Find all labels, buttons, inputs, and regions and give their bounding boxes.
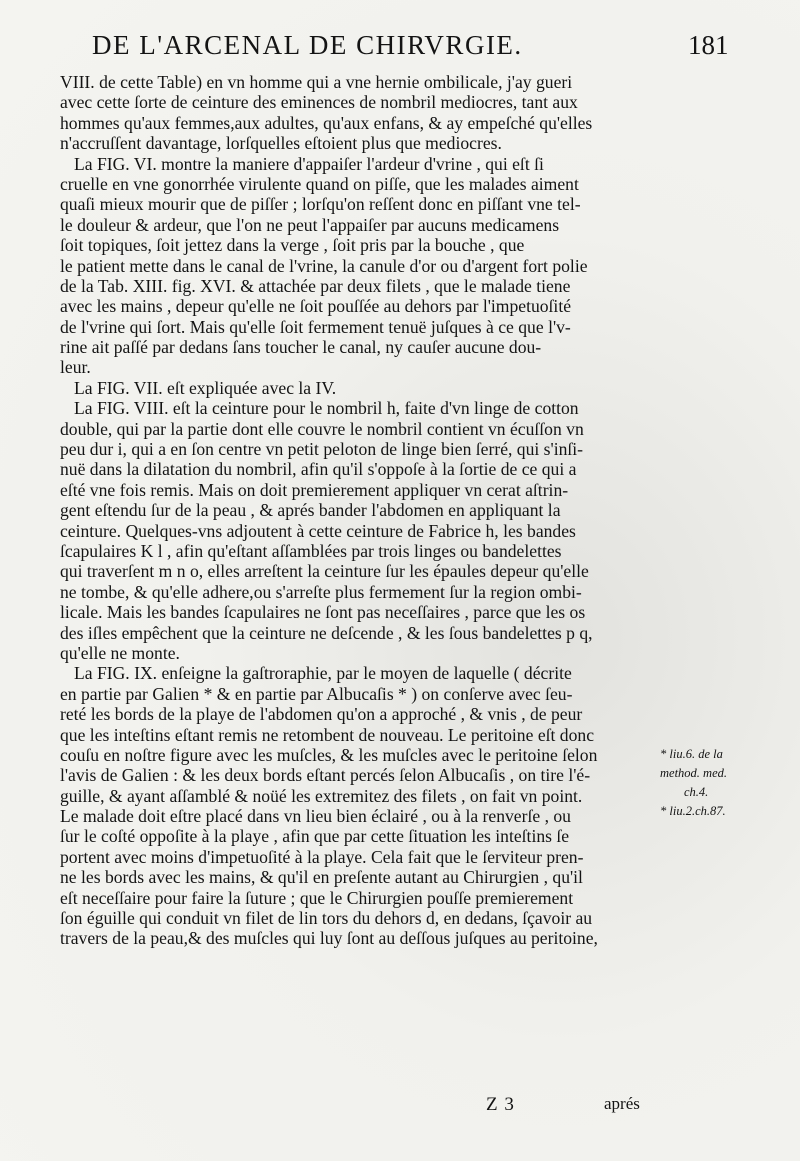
text-line: l'avis de Galien : & les deux bords eſtant percés ſelon Albucaſis , on tire l'é-	[60, 765, 591, 786]
text-line: le patient mette dans le canal de l'vrine, la canule d'or ou d'argent fort polie	[60, 255, 588, 276]
text-line: La FIG. IX. enſeigne la gaſtroraphie, par le moyen de laquelle ( décrite	[74, 663, 572, 684]
text-line: La FIG. VI. montre la maniere d'appaiſer l'ardeur d'vrine , qui eſt ſi	[74, 153, 544, 174]
text-line: nuë dans la dilatation du nombril, afin qu'il s'oppoſe à la ſortie de ce qui a	[60, 459, 577, 480]
text-line: qu'elle ne monte.	[60, 642, 180, 663]
text-line: hommes qu'aux femmes,aux adultes, qu'aux enfans, & ay empeſché qu'elles	[60, 112, 593, 133]
text-line: guille, & ayant aſſamblé & noüé les extremitez des filets , on fait vn point.	[60, 785, 583, 806]
text-line: ſon éguille qui conduit vn filet de lin tors du dehors d, en dedans, ſçavoir au	[60, 908, 593, 929]
text-line: travers de la peau,& des muſcles qui luy ſont au deſſous juſques au peritoine,	[60, 928, 598, 949]
text-line: que les inteſtins eſtant remis ne retombent de nouveau. Le peritoine eſt donc	[60, 724, 594, 745]
signature-mark: Z 3	[486, 1094, 515, 1115]
text-line: en partie par Galien * & en partie par Albucaſis * ) on conſerve avec ſeu-	[60, 683, 573, 704]
text-line: de l'vrine qui ſort. Mais qu'elle ſoit fermement tenuë juſques à ce que l'v-	[60, 316, 571, 337]
margin-note: * liu.6. de la	[660, 747, 723, 761]
text-line: gent eſtendu ſur de la peau , & aprés bander l'abdomen en appliquant la	[60, 500, 561, 521]
text-line: La FIG. VIII. eſt la ceinture pour le nombril h, faite d'vn linge de cotton	[74, 398, 579, 419]
text-line: n'accruſſent davantage, lorſquelles eſtoient plus que mediocres.	[60, 133, 502, 154]
text-line: avec cette ſorte de ceinture des eminences de nombril mediocres, tant aux	[60, 92, 578, 113]
text-line: La FIG. VII. eſt expliquée avec la IV.	[74, 377, 337, 398]
running-head: DE L'ARCENAL DE CHIRVRGIE.	[92, 30, 523, 60]
text-line: VIII. de cette Table) en vn homme qui a vne hernie ombilicale, j'ay gueri	[60, 72, 573, 92]
page-number: 181	[688, 30, 729, 60]
text-line: Le malade doit eſtre placé dans vn lieu bien éclairé , ou à la renverſe , ou	[60, 806, 571, 827]
text-line: peu dur i, qui a en ſon centre vn petit peloton de linge bien ſerré, qui s'inſi-	[60, 439, 584, 460]
text-line: des iſles empêchent que la ceinture ne deſcende , & les ſous bandelettes p q,	[60, 622, 593, 643]
text-line: couſu en noſtre figure avec les muſcles, & les muſcles avec le peritoine ſelon	[60, 744, 598, 765]
text-line: double, qui par la partie dont elle couvre le nombril contient vn écuſſon vn	[60, 418, 584, 439]
catchword: aprés	[604, 1094, 640, 1113]
text-line: qui traverſent m n o, elles arreſtent la ceinture ſur les épaules depeur qu'elle	[60, 561, 589, 582]
text-line: de la Tab. XIII. fig. XVI. & attachée par deux filets , que le malade tiene	[60, 275, 571, 296]
margin-note: method. med.	[660, 766, 727, 780]
text-line: avec les mains , depeur qu'elle ne ſoit pouſſée au dehors par l'impetuoſité	[60, 296, 572, 317]
text-line: eſté vne fois remis. Mais on doit premierement appliquer vn cerat aſtrin-	[60, 479, 569, 500]
text-line: eſt neceſſaire pour faire la ſuture ; que le Chirurgien pouſſe premierement	[60, 887, 574, 908]
text-line: ceinture. Quelques-vns adjoutent à cette ceinture de Fabrice h, les bandes	[60, 520, 576, 541]
margin-notes	[660, 745, 795, 821]
text-line: reté les bords de la playe de l'abdomen qu'on a approché , & vnis , de peur	[60, 704, 583, 725]
text-line: ſur le coſté oppoſite à la playe , afin que par cette ſituation les inteſtins ſe	[60, 826, 570, 847]
text-line: licale. Mais les bandes ſcapulaires ne ſont pas neceſſaires , parce que les os	[60, 602, 586, 623]
text-line: ſoit topiques, ſoit jettez dans la verge , ſoit pris par la bouche , que	[60, 235, 525, 256]
text-line: leur.	[60, 357, 91, 378]
text-line: portent avec moins d'impetuoſité à la playe. Cela fait que le ſerviteur pren-	[60, 846, 584, 867]
text-line: rine ait paſſé par dedans ſans toucher le canal, ny cauſer aucune dou-	[60, 337, 542, 358]
text-line: ne tombe, & qu'elle adhere,ou s'arreſte plus fermement ſur la region ombi-	[60, 581, 582, 602]
text-line: quaſi mieux mourir que de piſſer ; lorſqu'on reſſent donc en piſſant vne tel-	[60, 194, 581, 215]
margin-note: ch.4.	[684, 785, 709, 799]
text-line: cruelle en vne gonorrhée virulente quand on piſſe, que les malades aiment	[60, 173, 579, 194]
body-text	[60, 72, 652, 949]
text-line: ſcapulaires K l , afin qu'eſtant aſſamblées par trois linges ou bandelettes	[60, 540, 562, 561]
margin-note: * liu.2.ch.87.	[660, 804, 726, 818]
text-line: ne les bords avec les mains, & qu'il en preſente autant au Chirurgien , qu'il	[60, 867, 583, 888]
text-line: le douleur & ardeur, que l'on ne peut l'appaiſer par aucuns medicamens	[60, 214, 560, 235]
